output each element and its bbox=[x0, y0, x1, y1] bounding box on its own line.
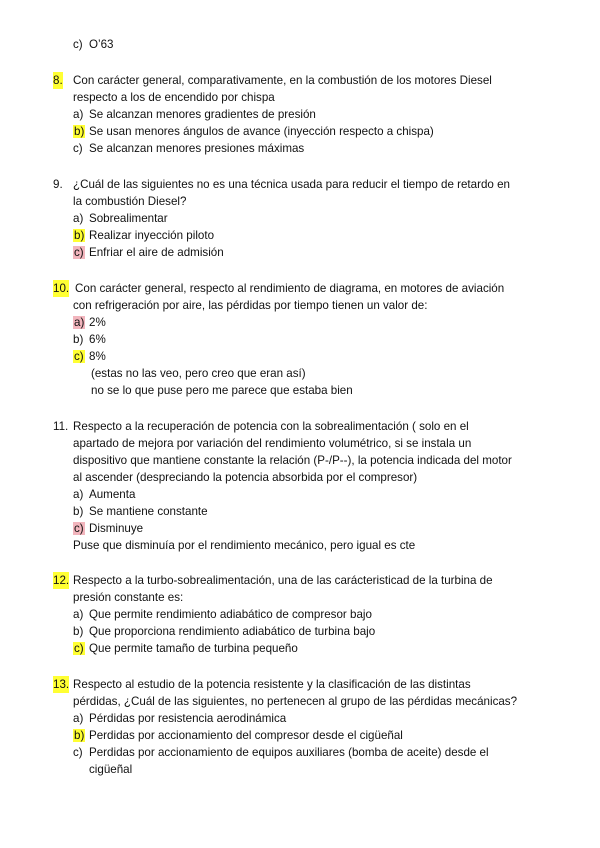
option-text: 6% bbox=[89, 333, 106, 346]
option-text: Disminuye bbox=[89, 522, 144, 535]
question-text-line: presión constante es: bbox=[73, 591, 184, 604]
option-text: Realizar inyección piloto bbox=[89, 229, 215, 242]
question-text-line: ¿Cuál de las siguientes no es una técnica usada para reducir el tiempo de retardo en bbox=[73, 178, 510, 191]
option-text: Perdidas por accionamiento de equipos auxiliares (bomba de aceite) desde el bbox=[89, 746, 489, 759]
option-a bbox=[73, 710, 286, 727]
option-text: Que permite tamaño de turbina pequeño bbox=[89, 642, 298, 655]
option-a bbox=[73, 314, 106, 331]
option-letter: c) bbox=[73, 38, 83, 51]
note-line: Puse que disminuía por el rendimiento mecánico, pero igual es cte bbox=[73, 539, 416, 552]
question-12 bbox=[53, 572, 69, 589]
option-letter: c) bbox=[74, 246, 84, 259]
question-text-line: respecto a los de encendido por chispa bbox=[73, 91, 275, 104]
question-number: 8. bbox=[53, 74, 63, 87]
option-a bbox=[73, 210, 168, 227]
option-letter: c) bbox=[74, 522, 84, 535]
option-letter: a) bbox=[74, 316, 85, 329]
option-text: Sobrealimentar bbox=[89, 212, 168, 225]
option-letter: a) bbox=[73, 108, 84, 121]
option-text: Se mantiene constante bbox=[89, 505, 208, 518]
note-line: (estas no las veo, pero creo que eran así) bbox=[91, 367, 306, 380]
option-b bbox=[73, 623, 375, 640]
option-text: O’63 bbox=[89, 38, 114, 51]
question-text-line: con refrigeración por aire, las pérdidas por tiempo tienen un valor de: bbox=[73, 299, 428, 312]
option-letter: a) bbox=[73, 488, 84, 501]
question-text-line: apartado de mejora por variación del rendimiento volumétrico, si se instala un bbox=[73, 437, 472, 450]
question-text-line: dispositivo que mantiene constante la relación (P-/P--), la potencia indicada del motor bbox=[73, 454, 512, 467]
option-a bbox=[73, 486, 135, 503]
option-b bbox=[73, 331, 106, 348]
question-number: 10. bbox=[53, 282, 70, 295]
question-text-line: Con carácter general, respecto al rendimiento de diagrama, en motores de aviación bbox=[75, 282, 505, 295]
question-8 bbox=[53, 72, 63, 89]
option-c bbox=[73, 640, 298, 657]
question-10 bbox=[53, 280, 69, 297]
option-b bbox=[73, 123, 434, 140]
option-letter: b) bbox=[73, 333, 84, 346]
option-c bbox=[73, 520, 143, 537]
option-c bbox=[73, 348, 106, 365]
option-letter: b) bbox=[74, 229, 85, 242]
note-line: no se lo que puse pero me parece que estaba bien bbox=[91, 384, 353, 397]
option-text: Aumenta bbox=[89, 488, 136, 501]
option-letter: b) bbox=[73, 625, 84, 638]
option-letter: a) bbox=[73, 712, 84, 725]
question-text-line: Con carácter general, comparativamente, en la combustión de los motores Diesel bbox=[73, 74, 492, 87]
top-option bbox=[73, 36, 114, 53]
option-text: 8% bbox=[89, 350, 106, 363]
option-text: Que proporciona rendimiento adiabático de turbina bajo bbox=[89, 625, 376, 638]
option-text: Perdidas por accionamiento del compresor desde el cigüeñal bbox=[89, 729, 403, 742]
question-text-line: pérdidas, ¿Cuál de las siguientes, no pertenecen al grupo de las pérdidas mecánicas? bbox=[73, 695, 518, 708]
question-number: 12. bbox=[53, 574, 70, 587]
option-b bbox=[73, 227, 214, 244]
option-letter: a) bbox=[73, 212, 84, 225]
question-text-line: Respecto a la recuperación de potencia con la sobrealimentación ( solo en el bbox=[73, 420, 469, 433]
question-13 bbox=[53, 676, 69, 693]
option-a bbox=[73, 606, 372, 623]
option-text: Que permite rendimiento adiabático de compresor bajo bbox=[89, 608, 372, 621]
option-letter: b) bbox=[73, 505, 84, 518]
option-text: Pérdidas por resistencia aerodinámica bbox=[89, 712, 287, 725]
option-a bbox=[73, 106, 316, 123]
option-c bbox=[73, 140, 304, 157]
option-c bbox=[73, 744, 489, 761]
option-letter: c) bbox=[74, 642, 84, 655]
question-text-line: la combustión Diesel? bbox=[73, 195, 187, 208]
option-text: Se alcanzan menores presiones máximas bbox=[89, 142, 305, 155]
option-letter: a) bbox=[73, 608, 84, 621]
option-b bbox=[73, 503, 208, 520]
option-text-continuation: cigüeñal bbox=[89, 763, 133, 776]
question-number: 11. bbox=[53, 420, 69, 433]
question-text-line: al ascender (despreciando la potencia absorbida por el compresor) bbox=[73, 471, 418, 484]
question-number: 13. bbox=[53, 678, 70, 691]
option-letter: c) bbox=[74, 350, 84, 363]
option-text: 2% bbox=[89, 316, 106, 329]
option-text: Se usan menores ángulos de avance (inyección respecto a chispa) bbox=[89, 125, 434, 138]
question-number: 9. bbox=[53, 178, 63, 191]
option-c bbox=[73, 244, 224, 261]
question-text-line: Respecto a la turbo-sobrealimentación, una de las carácteristicad de la turbina de bbox=[73, 574, 493, 587]
option-b bbox=[73, 727, 403, 744]
option-letter: c) bbox=[73, 746, 83, 759]
option-letter: b) bbox=[74, 729, 85, 742]
option-letter: b) bbox=[74, 125, 85, 138]
question-text-line: Respecto al estudio de la potencia resistente y la clasificación de las distintas bbox=[73, 678, 471, 691]
option-text: Enfriar el aire de admisión bbox=[89, 246, 224, 259]
option-letter: c) bbox=[73, 142, 83, 155]
option-text: Se alcanzan menores gradientes de presión bbox=[89, 108, 316, 121]
